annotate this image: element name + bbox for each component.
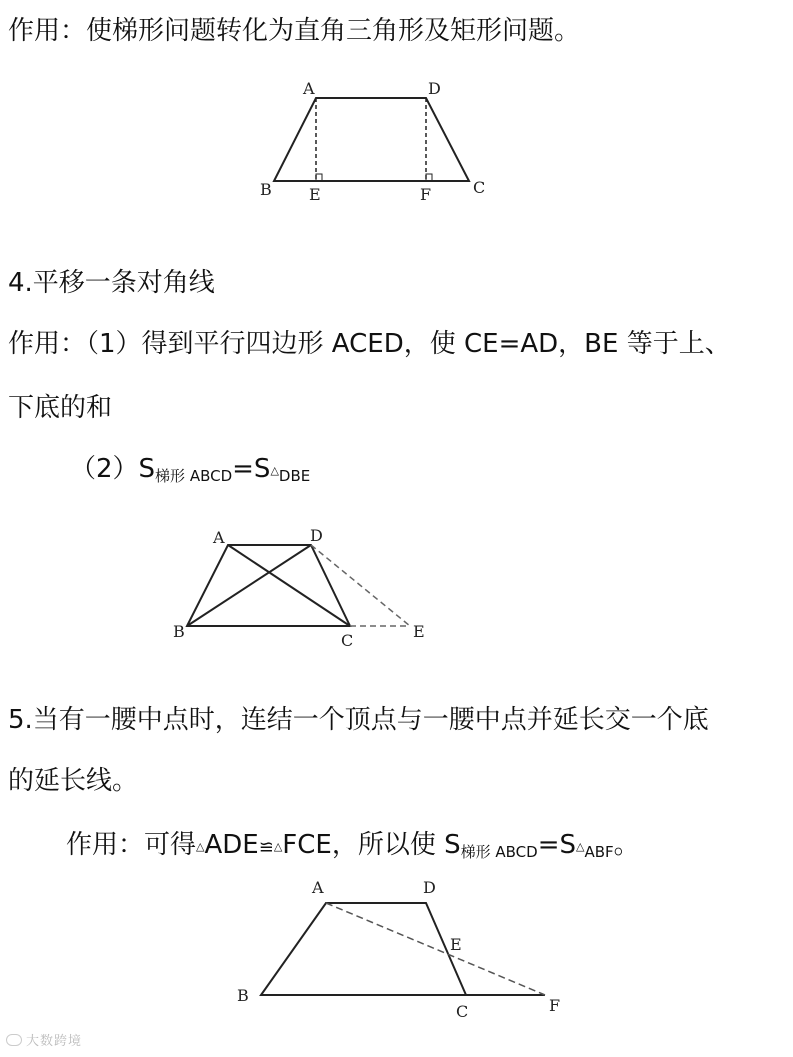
fig1-label-d: D [428,79,441,98]
fig1-label-c: C [473,178,486,197]
fig2-trapezoid [187,545,350,626]
fig1-label-e: E [309,185,321,204]
watermark-text: 大数跨境 [26,1034,83,1049]
fig3-label-c: C [456,1002,469,1021]
watermark [6,1030,82,1049]
effect-3-ade: ADE [204,830,259,860]
fig1-label-b: B [260,180,272,199]
heading-5-line1: 5.当有一腰中点时，连结一个顶点与一腰中点并延长交一个底 [8,705,709,735]
fig3-trapezoid [261,903,466,995]
effect-text-1: 作用：使梯形问题转化为直角三角形及矩形问题。 [8,16,581,46]
item-2-prefix: （2）S [70,454,156,484]
fig1-trapezoid [274,98,469,181]
fig2-label-c: C [341,631,354,650]
fig1-right-angle-e [316,174,322,181]
fig3-label-b: B [237,986,249,1005]
fig1-right-angle-f [426,174,432,181]
fig3-label-d: D [423,878,436,897]
figure-3-leg-midpoint [261,903,545,995]
effect-3-sub2: ABF [584,843,614,861]
effect-3-end: 。 [613,830,640,860]
fig3-label-f: F [549,996,561,1015]
triangle-symbol: △ [273,840,283,853]
item-2-sub2: DBE [278,467,311,485]
fig2-label-b: B [173,622,185,641]
fig2-dashed-de [311,545,410,626]
triangle-symbol: △ [270,464,279,477]
triangle-symbol: △ [575,840,585,853]
effect-text-2-line1: 作用：（1）得到平行四边形 ACED，使 CE=AD，BE 等于上、 [8,329,731,359]
item-2-eq: =S [232,454,271,484]
logo-icon [6,1034,22,1046]
fig2-diagonal-bd [187,545,311,626]
fig2-diagonal-ac [228,545,350,626]
fig1-label-a: A [303,79,315,98]
fig2-label-a: A [213,528,225,547]
triangle-symbol: △ [196,840,205,853]
fig2-label-d: D [310,526,323,545]
fig2-label-e: E [413,622,425,641]
fig3-label-a: A [312,878,324,897]
fig1-label-f: F [420,185,432,204]
figure-1-trapezoid-heights [274,98,469,181]
congruent-symbol: ≌ [258,837,274,858]
effect-3-eq: =S [537,830,576,860]
heading-5-line2: 的延长线。 [8,766,139,796]
item-2-sub1: 梯形 ABCD [155,467,233,485]
effect-3-fce: FCE，所以使 S [282,830,461,860]
effect-3-sub1: 梯形 ABCD [460,843,538,861]
heading-4: 4.平移一条对角线 [8,268,215,298]
fig3-dashed-af [326,903,545,995]
effect-3-prefix: 作用：可得 [66,830,197,860]
effect-text-2-line2: 下底的和 [8,393,113,423]
figure-2-translate-diagonal [187,545,410,626]
fig3-label-e: E [450,935,462,954]
